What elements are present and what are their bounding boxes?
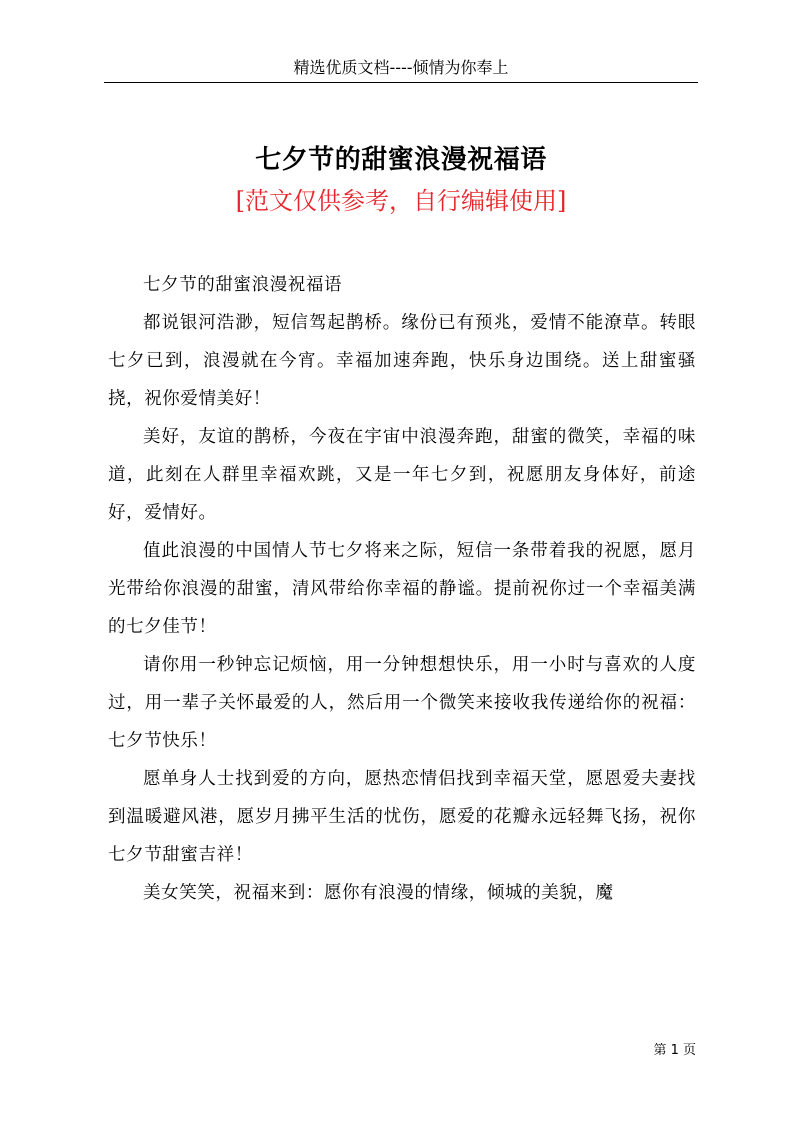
document-title: 七夕节的甜蜜浪漫祝福语 <box>255 145 547 175</box>
document-subtitle: [范文仅供参考，自行编辑使用] <box>235 187 567 215</box>
page-number: 第 1 页 <box>653 1043 696 1058</box>
paragraph: 七夕节的甜蜜浪漫祝福语 <box>143 275 343 295</box>
paragraph: 都说银河浩渺，短信驾起鹊桥。缘份已有预兆，爱情不能潦草。转眼七夕已到，浪漫就在今宵。幸福加速奔跑，快乐身边围绕。送上甜蜜骚挠，祝你爱情美好！ <box>108 313 696 409</box>
paragraph: 美女笑笑，祝福来到：愿你有浪漫的情缘，倾城的美貌，魔 <box>143 883 614 903</box>
page-header: 精选优质文档----倾情为你奉上 <box>104 56 698 83</box>
document-body <box>108 266 696 912</box>
paragraph: 美好，友谊的鹊桥，今夜在宇宙中浪漫奔跑，甜蜜的微笑，幸福的味道，此刻在人群里幸福欢跳，又是一年七夕到，祝愿朋友身体好，前途好，爱情好。 <box>108 427 696 523</box>
paragraph: 值此浪漫的中国情人节七夕将来之际，短信一条带着我的祝愿，愿月光带给你浪漫的甜蜜，清风带给你幸福的静谧。提前祝你过一个幸福美满的七夕佳节！ <box>108 541 696 637</box>
paragraph: 愿单身人士找到爱的方向，愿热恋情侣找到幸福天堂，愿恩爱夫妻找到温暖避风港，愿岁月拂平生活的忧伤，愿爱的花瓣永远轻舞飞扬，祝你七夕节甜蜜吉祥！ <box>108 769 696 865</box>
paragraph: 请你用一秒钟忘记烦恼，用一分钟想想快乐，用一小时与喜欢的人度过，用一辈子关怀最爱的人，然后用一个微笑来接收我传递给你的祝福：七夕节快乐！ <box>108 655 696 751</box>
